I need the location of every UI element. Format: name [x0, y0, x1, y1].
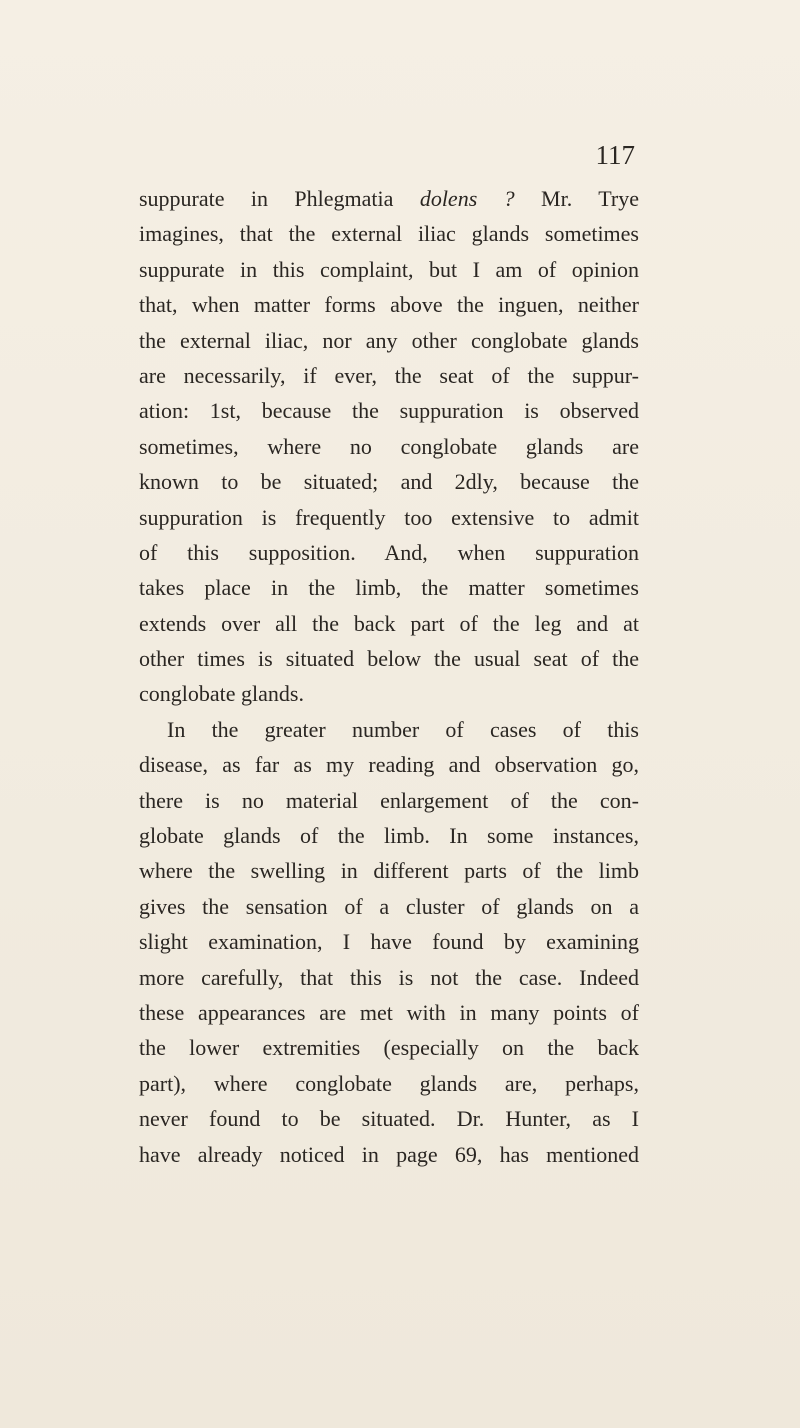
text-line: extends over all the back part of the leg and at — [139, 610, 639, 636]
text-line: more carefully, that this is not the case. Indeed — [139, 964, 639, 990]
text-line: where the swelling in different parts of the limb — [139, 858, 639, 884]
text-line: imagines, that the external iliac glands sometimes — [139, 221, 639, 247]
text-line: never found to be situated. Dr. Hunter, as I — [139, 1106, 639, 1132]
text-line: gives the sensation of a cluster of glands on a — [139, 893, 639, 919]
text-line: known to be situated; and 2dly, because the — [139, 469, 639, 495]
text-line: other times is situated below the usual seat of the — [139, 646, 639, 672]
text-line: part), where conglobate glands are, perhaps, — [139, 1070, 639, 1096]
text-line: ation: 1st, because the suppuration is observed — [139, 398, 639, 424]
text-line: the external iliac, nor any other conglobate glands — [139, 327, 639, 353]
text-line: suppurate in Phlegmatia dolens ? Mr. Trye — [139, 186, 639, 211]
text-line: there is no material enlargement of the con- — [139, 787, 639, 813]
text-line: conglobate glands. — [139, 681, 304, 707]
text-line: globate glands of the limb. In some instances, — [139, 823, 639, 849]
text-line: takes place in the limb, the matter sometimes — [139, 575, 639, 601]
text-line: are necessarily, if ever, the seat of the suppur- — [139, 362, 639, 388]
text-line: these appearances are met with in many points of — [139, 999, 639, 1025]
text-line: slight examination, I have found by examining — [139, 929, 639, 955]
body-text — [139, 181, 639, 1172]
text-line: suppuration is frequently too extensive to admit — [139, 504, 639, 530]
text-line: that, when matter forms above the inguen, neither — [139, 292, 639, 318]
text-line: have already noticed in page 69, has mentioned — [139, 1141, 639, 1167]
text-line: of this supposition. And, when suppuration — [139, 539, 639, 565]
text-line: In the greater number of cases of this — [167, 716, 639, 742]
text-line: suppurate in this complaint, but I am of opinion — [139, 256, 639, 282]
text-line: sometimes, where no conglobate glands are — [139, 433, 639, 459]
text-line: disease, as far as my reading and observation go, — [139, 752, 639, 778]
page-number: 117 — [595, 140, 635, 170]
text-line: the lower extremities (especially on the back — [139, 1035, 639, 1061]
